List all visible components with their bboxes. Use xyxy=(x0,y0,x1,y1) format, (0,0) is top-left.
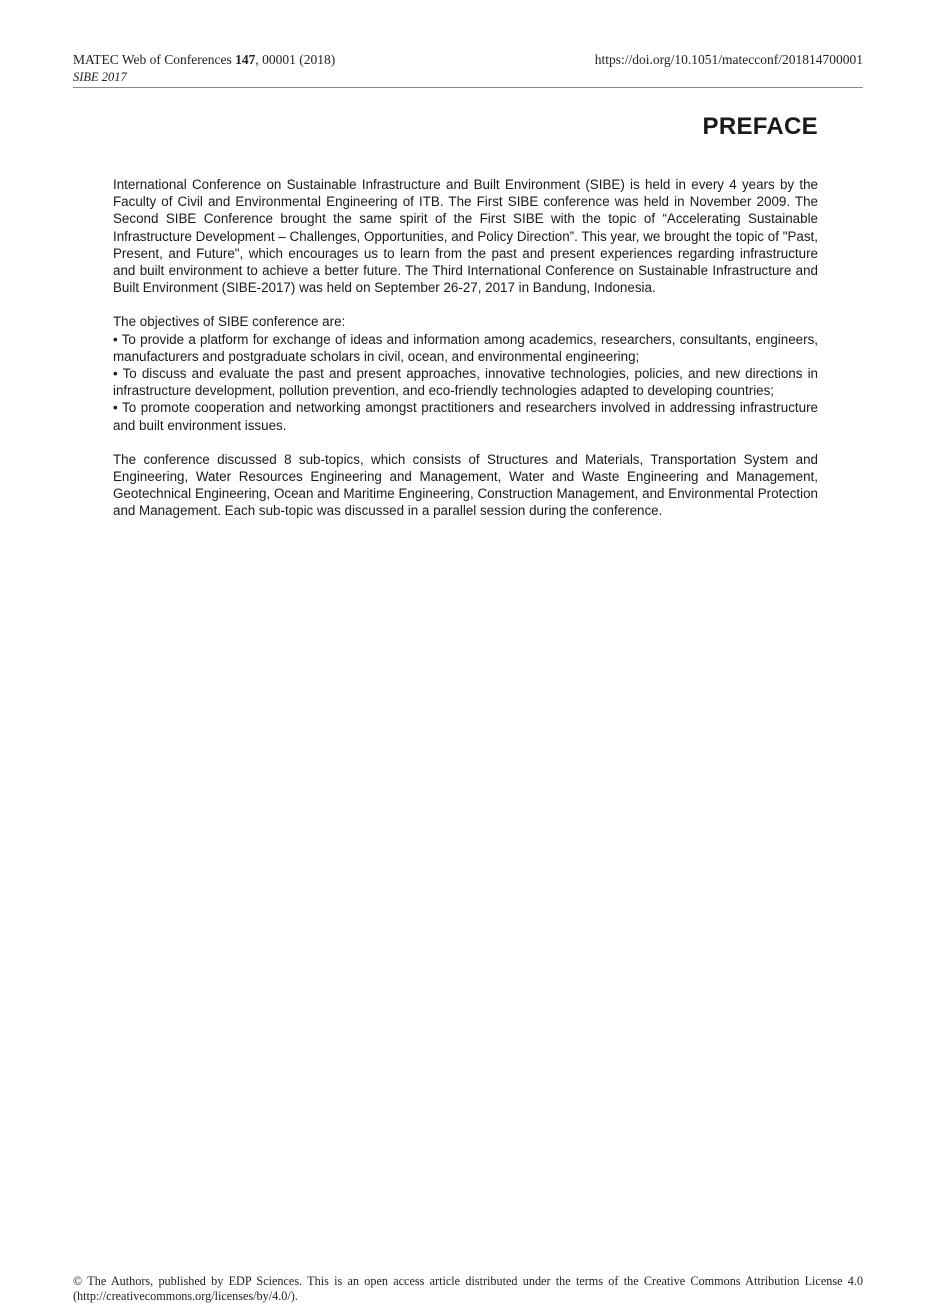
journal-citation xyxy=(73,52,335,68)
running-header xyxy=(73,52,863,88)
objective-item: • To promote cooperation and networking amongst practitioners and researchers involved in addressing infrastructure and built environment issues. xyxy=(113,400,818,433)
objective-item: • To discuss and evaluate the past and present approaches, innovative technologies, policies, and new directions in infrastructure development, pollution prevention, and eco-friendly technologies adapted to developing countries; xyxy=(113,366,818,399)
preface-body xyxy=(113,176,818,520)
journal-name: MATEC Web of Conferences xyxy=(73,52,236,67)
journal-volume: 147 xyxy=(235,52,256,67)
conference-name: SIBE 2017 xyxy=(73,70,127,84)
page-title: PREFACE xyxy=(702,113,818,140)
license-footer: © The Authors, published by EDP Sciences. This is an open access article distributed under the terms of the Creative Commons Attribution License 4.0 (http://creativecommons.org/licenses/by/4.0/). xyxy=(73,1274,863,1303)
subtopics-paragraph: The conference discussed 8 sub-topics, which consists of Structures and Materials, Transportation System and Engineering, Water Resources Engineering and Management, Water and Waste Engineering and Management, Geotechnical Engineering, Ocean and Maritime Engineering, Construction Management, and Environmental Protection and Management. Each sub-topic was discussed in a parallel session during the conference. xyxy=(113,451,818,519)
article-info: , 00001 (2018) xyxy=(255,52,336,67)
header-divider xyxy=(73,87,863,88)
objectives-intro: The objectives of SIBE conference are: xyxy=(113,314,346,330)
intro-paragraph: International Conference on Sustainable Infrastructure and Built Environment (SIBE) is held in every 4 years by the Faculty of Civil and Environmental Engineering of ITB. The First SIBE conference was held in November 2009. The Second SIBE Conference brought the same spirit of the First SIBE with the topic of “Accelerating Sustainable Infrastructure Development – Challenges, Opportunities, and Policy Direction”. This year, we brought the topic of "Past, Present, and Future", which encourages us to learn from the past and present experiences regarding infrastructure and built environment to achieve a better future. The Third International Conference on Sustainable Infrastructure and Built Environment (SIBE-2017) was held on September 26-27, 2017 in Bandung, Indonesia. xyxy=(113,177,818,296)
objective-item: • To provide a platform for exchange of ideas and information among academics, researchers, consultants, engineers, manufacturers and postgraduate scholars in civil, ocean, and environmental engineering; xyxy=(113,331,818,364)
doi-link[interactable]: https://doi.org/10.1051/matecconf/201814700001 xyxy=(594,52,863,67)
